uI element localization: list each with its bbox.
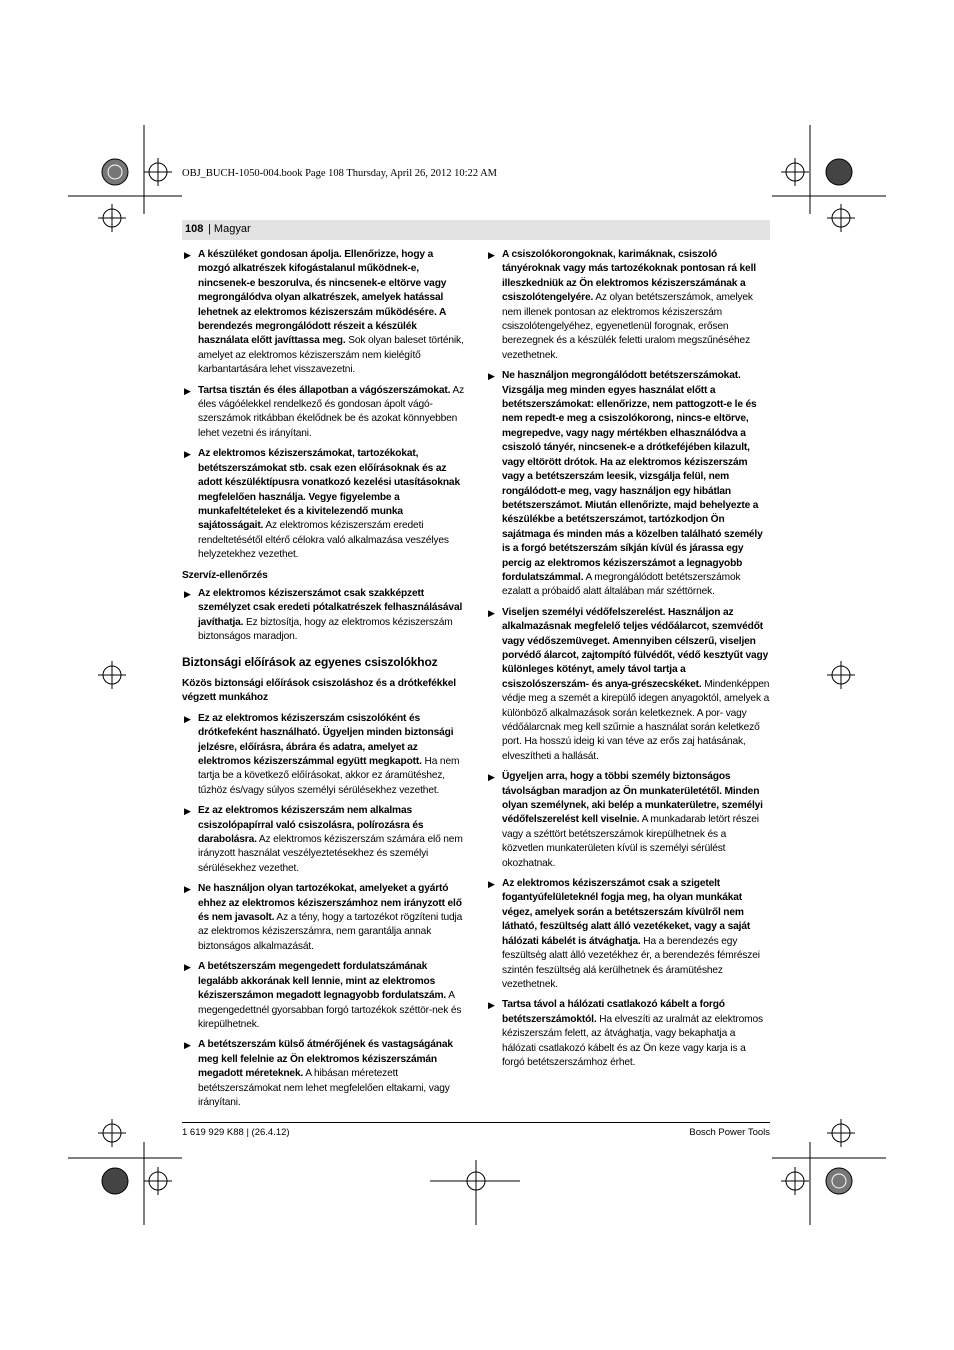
- right-column: [486, 248, 770, 1076]
- bullet-arrow-icon: ▶: [488, 250, 495, 260]
- page-header: [182, 220, 770, 240]
- section-title: Biztonsági előírások az egyenes csiszolókhoz: [182, 654, 438, 669]
- list-item: ▶ Ez az elektromos kéziszerszám csiszolóként és drótkefeként használható. Ügyeljen minden biztonsági jelzésre, előírásra, ábrára és adatra, amelyet az elektromos kéziszerszámmal együtt megkapott. Ha nem tartja be a következő előírásokat, akkor ez áramütéshez, tűzhöz és/vagy súlyos személyi sérülésekhez vezethet.: [184, 712, 460, 796]
- list-item: ▶ A betétszerszám külső átmérőjének és vastagságának meg kell felelnie az Ön elektromos kéziszerszámán megadott méreteknek. A hibásan méretezett betétszerszámokat nem lehet megfelelően eltakarni, vagy irányítani.: [184, 1039, 453, 1108]
- bullet-arrow-icon: ▶: [488, 772, 495, 783]
- bullet-arrow-icon: ▶: [184, 1040, 191, 1051]
- bullet-arrow-icon: ▶: [184, 250, 191, 260]
- file-header: OBJ_BUCH-1050-004.book Page 108 Thursday, April 26, 2012 10:22 AM: [182, 168, 497, 179]
- list-item: ▶ Tartsa tisztán és éles állapotban a vágószerszámokat. Az éles vágóélekkel rendelkező és gondosan ápolt vágó-szerszámok ritkábban ékelődnek be és azokat könnyebben lehet vezetni és irányítani.: [184, 384, 465, 439]
- list-item: ▶ A csiszolókorongoknak, karimáknak, csiszoló tányéroknak vagy más tartozékoknak pontosan rá kell illeszkedniük az Ön elektromos kéziszerszámának a csiszolótengelyére. Az olyan betétszerszámok, amelyek nem illenek pontosan az elektromos kéziszerszám csiszolótengelyéhez, egyenetlenül forognak, erősen berezegnek és a készülék feletti uralom megszűnéséhez vezethetnek.: [488, 249, 756, 361]
- list-item: ▶ Ne használjon megrongálódott betétszerszámokat. Vizsgálja meg minden egyes használat előtt a betétszerszámokat: ellenőrizze, nem pattogzott-e le és nem repedt-e meg a csiszolókorong, nincs-e eltörve, megrepedve, vagy nagy mértékben elhasználódva a csiszoló tányér, nincsenek-e a drótkeféjében kilazult, vagy eltörött drótok. Ha az elektromos kéziszerszám vagy a betétszerszám leesik, vizsgálja felül, nem rongálódott-e meg, vagy használjon egy hibátlan betétszerszámot. Miután ellenőrizte, majd behelyezte a készülékbe a betétszerszámot, tartózkodjon Ön sajátmaga és minden más a közelben található személy is a forgó betétszerszám síkján kívül és járassa egy percig az elektromos kéziszerszámot a legnagyobb fordulatszámmal. A megrongálódott betétszerszámok ezalatt a próbaidő alatt általában már széttörnek.: [488, 370, 763, 598]
- bullet-arrow-icon: ▶: [488, 879, 495, 890]
- list-item: ▶ Az elektromos kéziszerszámot csak a szigetelt fogantyúfelületeknél fogja meg, ha olyan munkákat végez, amelyek során a betétszerszám kívülről nem látható, feszültség alatt álló vezetékeket, vagy a saját hálózati kábelét is átvághatja. Ha a berendezés egy feszültség alatt álló vezetékhez ér, a berendezés fémrészei szintén feszültség alá kerülhetnek és áramütéshez vezethetnek.: [488, 878, 760, 990]
- footer-divider: [182, 1122, 770, 1123]
- subsection-title: Közös biztonsági előírások csiszoláshoz és a drótkefékkel végzett munkához: [182, 677, 456, 704]
- footer-brand: Bosch Power Tools: [689, 1127, 770, 1138]
- list-item: ▶ A készüléket gondosan ápolja. Ellenőrizze, hogy a mozgó alkatrészek kifogástalanul működnek-e, nincsenek-e beszorulva, és nincsenek-e eltörve vagy megrongálódva olyan alkatrészek, amelyek hatással lehetnek az elektromos kéziszerszám működésére. A berendezés megrongálódott részeit a készülék használata előtt javíttassa meg. Sok olyan baleset történik, amelyet az elektromos kéziszerszám nem kielégítő karbantartására lehet visszavezetni.: [184, 249, 464, 376]
- list-item: ▶ Az elektromos kéziszerszámot csak szakképzett személyzet csak eredeti pótalkatrészek felhasználásával javíthatja. Ez biztosítja, hogy az elektromos kéziszerszám biztonságos maradjon.: [184, 587, 463, 643]
- page-number: 108: [185, 223, 204, 235]
- left-column: [182, 248, 466, 1116]
- footer-doc-number: 1 619 929 K88 | (26.4.12): [182, 1127, 290, 1138]
- list-item: ▶ Tartsa távol a hálózati csatlakozó kábelt a forgó betétszerszámoktól. Ha elveszíti az uralmát az elektromos kéziszerszám felett, az átvághatja, vagy bekaphatja a hálózati csatlakozó kábelt és az Ön keze vagy karja is a forgó betétszerszámhoz érhet.: [488, 999, 763, 1068]
- list-item: ▶ Ügyeljen arra, hogy a többi személy biztonságos távolságban maradjon az Ön munkaterületétől. Minden olyan személynek, aki belép a munkaterületre, személyi védőfelszerelést kell viselnie. A munkadarab letört részei vagy a széttört betétszerszámok kirepülhetnek és a közvetlen munkaterületen kívül is személyi sérülést okozhatnak.: [488, 771, 763, 869]
- language-label: Magyar: [213, 223, 251, 235]
- list-item: ▶ Ez az elektromos kéziszerszám nem alkalmas csiszolópapírral való csiszolásra, polírozásra és darabolásra. Az elektromos kéziszerszám számára elő nem irányzott használat veszélyeztetésekhez és személyi sérülésekhez vezethet.: [184, 805, 463, 874]
- list-item: ▶ A betétszerszám megengedett fordulatszámának legalább akkorának kell lennie, mint az elektromos kéziszerszámon megadott legnagyobb fordulatszám. A megengedettnél gyorsabban forgó tartozékok széttör-nek és kirepülhetnek.: [184, 961, 462, 1030]
- bullet-arrow-icon: ▶: [488, 371, 495, 382]
- bullet-arrow-icon: ▶: [488, 607, 495, 618]
- bullet-arrow-icon: ▶: [184, 962, 191, 973]
- bullet-arrow-icon: ▶: [184, 806, 191, 817]
- list-item: ▶ Ne használjon olyan tartozékokat, amelyeket a gyártó ehhez az elektromos kéziszerszámhoz nem irányzott elő és nem javasolt. Az a tény, hogy a tartozékot rögzíteni tudja az elektromos kéziszerszámra, nem garantálja annak biztonságos alkalmazását.: [184, 883, 463, 952]
- bullet-arrow-icon: ▶: [488, 1000, 495, 1011]
- page-language: [208, 223, 251, 235]
- bullet-arrow-icon: ▶: [184, 588, 191, 599]
- bullet-arrow-icon: ▶: [184, 449, 191, 460]
- header-separator: |: [208, 223, 211, 235]
- list-item: ▶ Viseljen személyi védőfelszerelést. Használjon az alkalmazásnak megfelelő teljes védőálarcot, szemvédőt vagy védőszemüveget. Amennyiben célszerű, viseljen porvédő álarcot, zajtompító fülvédőt, védő kesztyűt vagy különleges kötényt, amely távol tartja a csiszolószerszám- és anya-grészecskéket. Mindenképpen védje meg a szemét a kirepülő idegen anyagoktól, amelyek a különböző alkalmazások során keletkeznek. A por- vagy védőálarcnak meg kell szűrnie a használat során keletkező port. Ha hosszú ideig ki van téve az erős zaj hatásának, elveszítheti a hallását.: [488, 606, 770, 762]
- bullet-arrow-icon: ▶: [184, 385, 191, 396]
- service-heading: Szervíz-ellenőrzés: [182, 569, 268, 581]
- list-item: ▶ Az elektromos kéziszerszámokat, tartozékokat, betétszerszámokat stb. csak ezen előírásoknak és az adott készüléktípusra vonatkozó kezelési utasításoknak megfelelően használja. Vegye figyelembe a munkafeltételeket és a kivitelezendő munka sajátosságait. Az elektromos kéziszerszám eredeti rendeltetésétől eltérő célokra való alkalmazása veszélyes helyzetekhez vezethet.: [184, 448, 460, 561]
- bullet-arrow-icon: ▶: [184, 884, 191, 895]
- bullet-arrow-icon: ▶: [184, 713, 191, 724]
